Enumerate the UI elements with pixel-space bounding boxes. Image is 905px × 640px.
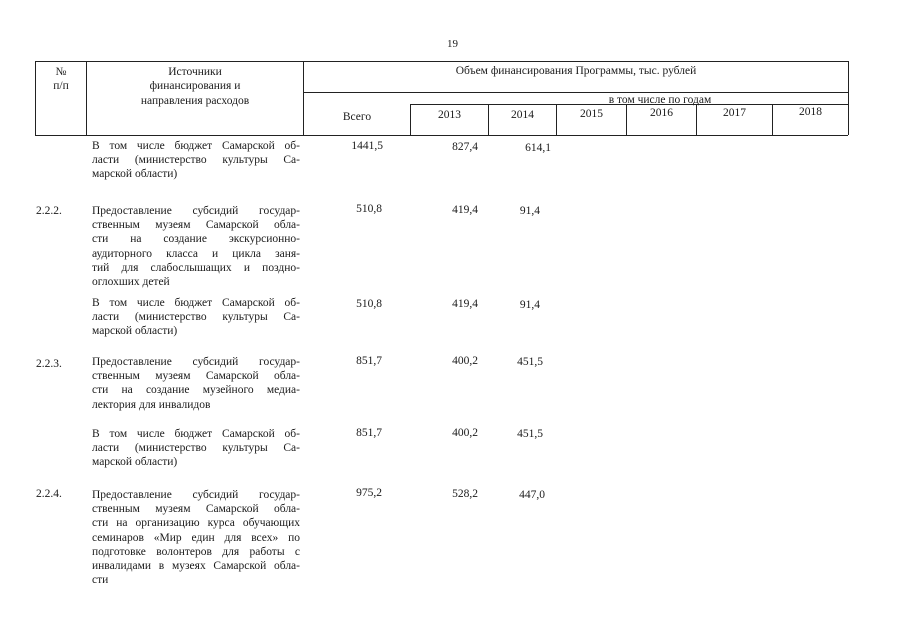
description-line: ласти (министерство культуры Са- (92, 154, 300, 167)
header-num-label (36, 65, 86, 94)
header-volume-label: Объем финансирования Программы, тыс. рублей (455, 65, 697, 77)
description-line: марской области) (92, 168, 178, 181)
row-2014: 447,0 (519, 489, 545, 501)
description-line: ласти (министерство культуры Са- (92, 442, 300, 455)
description-line: сти (92, 574, 109, 587)
row-2013: 419,4 (452, 298, 478, 310)
row-number: 2.2.2. (36, 205, 62, 217)
page-number: 19 (447, 38, 458, 50)
header-sources-line: финансирования и (149, 80, 241, 93)
header-year-2016: 2016 (650, 107, 673, 119)
description-line: аудиторного класса и цикла заня- (92, 247, 300, 260)
header-total-label: Всего (342, 111, 372, 123)
row-2013: 400,2 (452, 427, 478, 439)
description-line: марской области) (92, 456, 178, 469)
header-num-line: № (55, 66, 67, 78)
description-line: сти на организацию курса обучающих (92, 517, 300, 530)
row-description (92, 488, 300, 587)
description-line: ласти (министерство культуры Са- (92, 311, 300, 324)
row-2014: 614,1 (525, 142, 551, 154)
row-total: 851,7 (356, 355, 382, 367)
row-total: 510,8 (356, 298, 382, 310)
row-2014: 451,5 (517, 356, 543, 368)
row-total: 975,2 (356, 487, 382, 499)
description-line: ственным музеям Самарской обла- (92, 370, 300, 383)
description-line: Предоставление субсидий государ- (92, 489, 300, 501)
header-year-2015: 2015 (580, 108, 603, 120)
description-line: семинаров «Мир един для всех» по (92, 531, 300, 544)
row-description (92, 427, 300, 470)
row-2013: 528,2 (452, 488, 478, 500)
description-line: Предоставление субсидий государ- (92, 205, 300, 217)
row-total: 1441,5 (351, 140, 383, 152)
header-year-2017: 2017 (723, 107, 746, 119)
header-sources-label (87, 65, 303, 108)
row-total: 510,8 (356, 203, 382, 215)
description-line: подготовке волонтеров для работы с (92, 545, 300, 558)
header-sources-line: направления расходов (140, 94, 250, 107)
row-description (92, 139, 300, 182)
description-line: сти на создание музейного медиа- (92, 384, 300, 397)
description-line: ственным музеям Самарской обла- (92, 219, 300, 232)
header-top-border (35, 61, 848, 62)
header-year-2018: 2018 (799, 106, 822, 118)
description-line: В том числе бюджет Самарской об- (92, 297, 300, 309)
row-2014: 451,5 (517, 428, 543, 440)
description-line: тий для слабослышащих и поздно- (92, 261, 300, 274)
header-num-line: п/п (53, 80, 69, 93)
description-line: оглохших детей (92, 276, 170, 289)
row-description (92, 204, 300, 289)
header-sources-line: Источники (168, 66, 222, 78)
description-line: В том числе бюджет Самарской об- (92, 140, 300, 152)
description-line: Предоставление субсидий государ- (92, 356, 300, 368)
row-description (92, 296, 300, 339)
header-year-2013: 2013 (438, 109, 461, 121)
description-line: марской области) (92, 325, 178, 338)
row-2013: 827,4 (452, 141, 478, 153)
description-line: В том числе бюджет Самарской об- (92, 428, 300, 440)
row-2014: 91,4 (519, 205, 540, 217)
row-2013: 419,4 (452, 204, 478, 216)
row-total: 851,7 (356, 427, 382, 439)
description-line: лектория для инвалидов (92, 398, 211, 411)
row-number: 2.2.3. (36, 358, 62, 370)
description-line: сти на создание экскурсионно- (92, 233, 300, 246)
header-by-years-label: в том числе по годам (608, 94, 712, 106)
row-2013: 400,2 (452, 355, 478, 367)
description-line: ственным музеям Самарской обла- (92, 503, 300, 516)
row-2014: 91,4 (519, 299, 540, 311)
row-number: 2.2.4. (36, 488, 62, 500)
description-line: инвалидами в музеях Самарской обла- (92, 560, 300, 573)
header-right-border (848, 61, 849, 135)
header-bottom-border (35, 135, 848, 136)
row-description (92, 355, 300, 412)
header-year-2014: 2014 (511, 109, 534, 121)
